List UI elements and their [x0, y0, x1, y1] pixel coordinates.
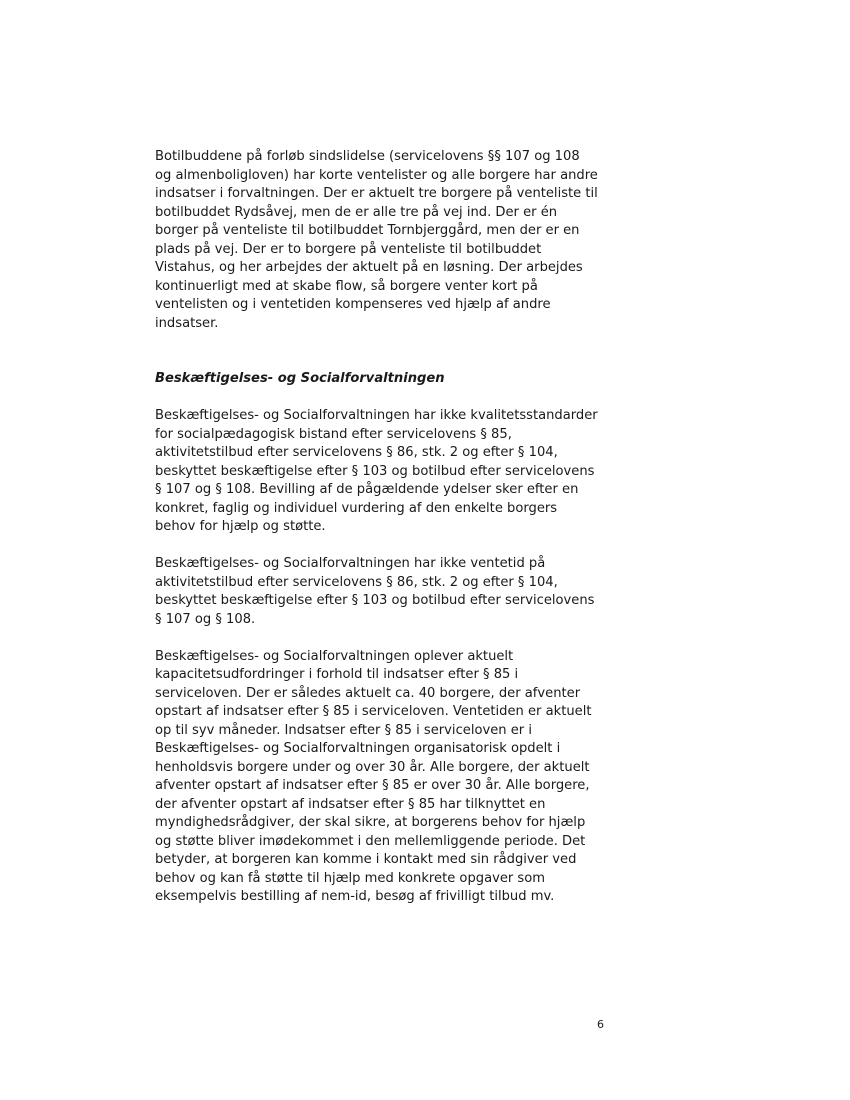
text-line: konkret, faglig og individuel vurdering af den enkelte borgers	[155, 500, 558, 516]
text-line: aktivitetstilbud efter servicelovens § 86, stk. 2 og efter § 104,	[155, 445, 558, 460]
text-line: § 107 og § 108. Bevilling af de pågældende ydelser sker efter en	[155, 482, 579, 497]
text-line: borger på venteliste til botilbuddet Tornbjerggård, men der er en	[155, 223, 580, 238]
text-line: behov for hjælp og støtte.	[155, 519, 326, 534]
paragraph-kapacitet	[155, 648, 615, 907]
text-line: afventer opstart af indsatser efter § 85 er over 30 år. Alle borgere,	[155, 778, 590, 793]
page-number: 6	[597, 1018, 604, 1031]
paragraph-ventetid	[155, 555, 615, 629]
text-line: kapacitetsudfordringer i forhold til indsatser efter § 85 i	[155, 667, 519, 682]
text-line: Botilbuddene på forløb sindslidelse (servicelovens §§ 107 og 108	[155, 149, 580, 164]
text-line: og almenboligloven) har korte ventelister og alle borgere har andre	[155, 167, 598, 183]
spacer	[155, 389, 615, 408]
text-line: der afventer opstart af indsatser efter § 85 har tilknyttet en	[155, 796, 546, 812]
text-line: Vistahus, og her arbejdes der aktuelt på en løsning. Der arbejdes	[155, 260, 583, 275]
text-line: kontinuerligt med at skabe flow, så borgere venter kort på	[155, 278, 538, 294]
text-line: indsatser i forvaltningen. Der er aktuelt tre borgere på venteliste til	[155, 186, 598, 201]
spacer	[155, 537, 615, 556]
text-line: op til syv måneder. Indsatser efter § 85 i serviceloven er i	[155, 722, 532, 738]
text-line: Beskæftigelses- og Socialforvaltningen oplever aktuelt	[155, 648, 514, 664]
text-line: for socialpædagogisk bistand efter servicelovens § 85,	[155, 426, 512, 442]
text-line: § 107 og § 108.	[155, 611, 256, 627]
text-line: Beskæftigelses- og Socialforvaltningen har ikke kvalitetsstandarder	[155, 408, 598, 423]
text-line: ventelisten og i ventetiden kompenseres ved hjælp af andre	[155, 297, 551, 312]
text-line: botilbuddet Rydsåvej, men de er alle tre på vej ind. Der er én	[155, 204, 558, 220]
text-line: myndighedsrådgiver, der skal sikre, at borgerens behov for hjælp	[155, 815, 586, 830]
text-line: plads på vej. Der er to borgere på venteliste til botilbuddet	[155, 241, 542, 257]
text-line: beskyttet beskæftigelse efter § 103 og botilbud efter servicelovens	[155, 463, 595, 479]
text-line: behov og kan få støtte til hjælp med konkrete opgaver som	[155, 870, 546, 886]
text-line: indsatser.	[155, 315, 219, 331]
paragraph-kvalitetsstandarder	[155, 407, 615, 537]
text-line: eksempelvis bestilling af nem-id, besøg af frivilligt tilbud mv.	[155, 889, 555, 904]
text-line: henholdsvis borgere under og over 30 år. Alle borgere, der aktuelt	[155, 759, 590, 775]
text-line: serviceloven. Der er således aktuelt ca. 40 borgere, der afventer	[155, 685, 581, 701]
section-heading: Beskæftigelses- og Socialforvaltningen	[155, 371, 445, 386]
paragraph-botilbud	[155, 148, 615, 333]
text-line: aktivitetstilbud efter servicelovens § 86, stk. 2 og efter § 104,	[155, 574, 558, 590]
document-body	[155, 148, 615, 907]
text-line: beskyttet beskæftigelse efter § 103 og botilbud efter servicelovens	[155, 593, 595, 608]
text-line: Beskæftigelses- og Socialforvaltningen har ikke ventetid på	[155, 556, 546, 571]
text-line: Beskæftigelses- og Socialforvaltningen organisatorisk opdelt i	[155, 741, 561, 756]
text-line: opstart af indsatser efter § 85 i serviceloven. Ventetiden er aktuelt	[155, 704, 592, 719]
spacer	[155, 333, 615, 370]
text-line: og støtte bliver imødekommet i den mellemliggende periode. Det	[155, 833, 586, 849]
text-line: betyder, at borgeren kan komme i kontakt med sin rådgiver ved	[155, 852, 577, 867]
spacer	[155, 629, 615, 648]
